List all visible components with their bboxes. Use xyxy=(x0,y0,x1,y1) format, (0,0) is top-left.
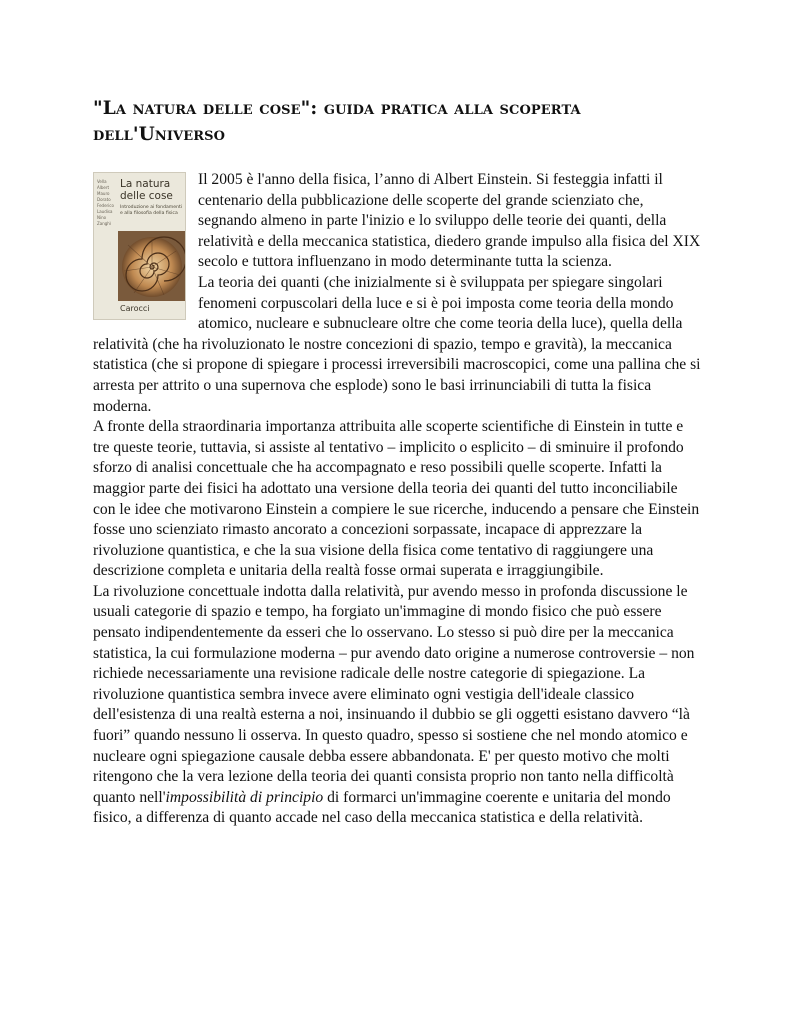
book-cover-authors xyxy=(97,179,117,227)
paragraph-4-emphasis: impossibilità di principio xyxy=(165,788,324,806)
book-cover-author: Zanghì xyxy=(97,221,111,226)
paragraph-3: A fronte della straordinaria importanza attribuita alle scoperte scientifiche di Einstein in tutte e tre queste teorie, tuttavia, si assiste al tentativo – implicito o esplicito – di sminuire il profondo sforzo di analisi concettuale che ha accompagnato e reso possibili quelle scoperte. Infatti la maggior parte dei fisici ha adottato una versione della teoria dei quanti del tutto inconciliabile con le idee che motivarono Einstein a compiere le sue ricerche, inducendo a pensare che Einstein fosse uno scienziato rimasto ancorato a concezioni sorpassate, incapace di apprezzare la rivoluzione quantistica, e che la sua visione della fisica come tentativo di raggiungere una descrizione completa e unitaria della realtà fosse ormai superata e irraggiungibile. xyxy=(93,418,700,580)
book-cover-author: Dorato xyxy=(97,197,111,202)
article-body xyxy=(93,170,703,829)
book-cover-title: La natura delle cose xyxy=(120,178,173,202)
nautilus-shell-image xyxy=(118,231,186,301)
paragraph-1: Il 2005 è l'anno della fisica, l’anno di Albert Einstein. Si festeggia infatti il centenario della pubblicazione delle scoperte del grande scienziato che, segnando almeno in parte l'inizio e lo sviluppo delle teorie dei quanti, della relatività e della meccanica statistica, diedero grande impulso alla fisica del XIX secolo e tuttora influenzano in modo determinante tutta la scienza. xyxy=(198,171,701,271)
paragraph-4 xyxy=(93,582,703,829)
paragraph-4-text: La rivoluzione concettuale indotta dalla relatività, pur avendo messo in profonda discussione le usuali categorie di spazio e tempo, ha forgiato un'immagine di mondo fisico che può essere pensato indipendentemente da esseri che lo osservano. Lo stesso si può dire per la meccanica statistica, la cui formulazione moderna – pur avendo dato origine a numerose controversie – non richiede necessariamente una revisione radicale delle nostre categorie di spiegazione. La rivoluzione quantistica sembra invece avere eliminato ogni vestigia dell'ideale classico dell'esistenza di una realtà esterna a noi, insinuando il dubbio se gli oggetti esistano davvero “là fuori” quando nessuno li osserva. In questo quadro, spesso si sostiene che nel mondo atomico e nucleare ogni spiegazione causale debba essere abbandonata. E' per questo motivo che molti ritengono che la vera lezione della teoria dei quanti consista proprio non tanto nella difficoltà quanto nell' xyxy=(93,582,695,806)
book-cover-author: Laudisa xyxy=(97,209,113,214)
article-title-line-2: dell'Universo xyxy=(93,124,226,145)
article-title xyxy=(93,96,703,148)
book-cover-author: Albert xyxy=(97,185,110,190)
article-title-line-1: "La natura delle cose": guida pratica alla scoperta xyxy=(93,98,581,119)
book-cover-author: Nino xyxy=(97,215,107,220)
document-page xyxy=(93,96,703,829)
book-cover-publisher: Carocci xyxy=(120,304,150,313)
paragraph-2: La teoria dei quanti (che inizialmente si è sviluppata per spiegare singolari fenomeni corpuscolari della luce e si è poi imposta come teoria della mondo atomico, nucleare e subnucleare oltre che come teoria della luce), quella della relatività (che ha rivoluzionato le nostre concezioni di spazio, tempo e gravità), la meccanica statistica (che si propone di spiegare i processi irreversibili macroscopici, come una pallina che si arresta per attrito o una supernova che esplode) sono le basi irrinunciabili di tutta la fisica moderna. xyxy=(93,273,701,415)
book-cover-author: Federico xyxy=(97,203,114,208)
book-cover-image xyxy=(93,172,186,320)
book-cover-author: Vella xyxy=(97,179,107,184)
paragraph-4-text-end: di formarci un'immagine coerente e unitaria del mondo fisico, a differenza di quanto accade nel caso della meccanica statistica e della relatività. xyxy=(93,788,671,827)
book-cover-author: Mauro xyxy=(97,191,110,196)
book-cover-subtitle: Introduzione ai fondamenti e alla filosofia della fisica xyxy=(120,205,183,216)
